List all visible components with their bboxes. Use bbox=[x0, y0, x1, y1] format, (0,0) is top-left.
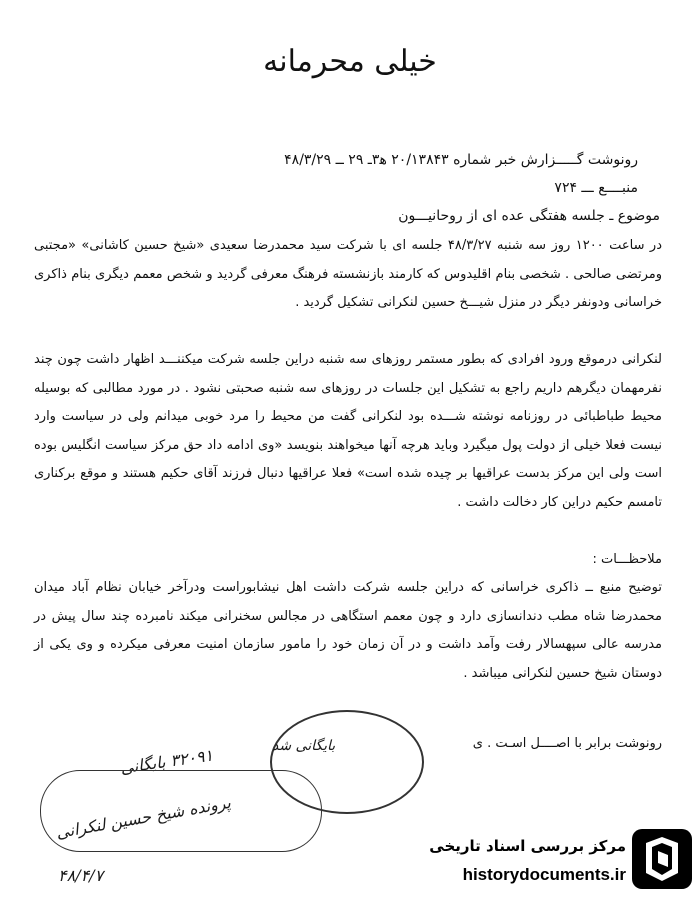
paragraph-discussion: لنکرانی درموقع ورود افرادی که بطور مستمر روزهای سه شنبه دراین جلسه شرکت میکننـــد اظهار داشت چون چند نفرمهمان دیگرهم داریم راجع به تشکیل این جلسات در روزهای سه شنبه صحبتی نشود . در مورد مطالبی که بوسیله محیط طباطبائی در روزنامه نوشته شـــده بود لنکرانی گفت من محیط را مرد خوبی میدانم ولی در سیاست وارد نیست فعلا خیلی از دولت پول میگیرد وباید هرچه آنها میخواهند بنویسد «وی ادامه داد حق مرکز سیاست انگلیس بوده است ولی این مرکز بدست عراقیها بر چیده شده است» فعلا عراقیها دنبال فرزند آقای حکیم هستند و موقع برکناری تامسم حکیم دراین کار دخالت داشت . bbox=[34, 352, 662, 510]
paragraph-source-note: توضیح منبع ــ ذاکری خراسانی که دراین جلسه شرکت داشت اهل نیشابوراست ودرآخر خیابان نظام آباد میدان محمدرضا شاه مطب دندانسازی دارد و چون معمم استگاهی در مجالس سخنرانی میکند نامبرده چند سال پیش در مدرسه عالی سپهسالار رفت وآمد داشت و در آن زمان خود را مامور سازمان امنیت معرفی میکرده و وی یکی از دوستان شیخ حسین لنکرانی میباشد . bbox=[34, 580, 662, 681]
archived-note: بایگانی شد bbox=[272, 738, 336, 754]
paragraph-meeting: در ساعت ۱۲۰۰ روز سه شنبه ۴۸/۳/۲۷ جلسه ای با شرکت سید محمدرضا سعیدی «شیخ حسین کاشانی» «مجتبی ومرتضی صالحی . شخصی بنام اقلیدوس که کارمند بازنشسته فرهنگ معرفی گردید و شخص معمم دیگری بنام ذاکری خراسانی ودونفر دیگر در منزل شیـــخ حسین لنکرانی تشکیل گردید . bbox=[34, 238, 662, 311]
file-name-note: پرونده شیخ حسین لنکرانی bbox=[54, 792, 233, 843]
copy-certification: رونوشت برابر با اصــــل اسـت . ی bbox=[472, 736, 662, 751]
archive-url: historydocuments.ir bbox=[462, 865, 626, 884]
source-line: منبــــع ـــ ۷۲۴ bbox=[554, 180, 638, 196]
archive-logo-icon bbox=[632, 829, 692, 889]
remarks-heading: ملاحظـــات : bbox=[592, 552, 662, 567]
signature-loop bbox=[40, 770, 322, 852]
archive-number-note: ۳۲۰۹۱ بایگانی bbox=[119, 745, 215, 778]
archive-name: مرکز بررسی اسناد تاریخی bbox=[429, 837, 626, 855]
subject-line: موضوع ـ جلسه هفتگی عده ای از روحانیـــون bbox=[398, 208, 660, 224]
date-note: ۴۸/۴/۷ bbox=[58, 866, 104, 885]
report-number-line: رونوشت گـــــزارش خبر شماره ۲۰/۱۳۸۴۳ ه‍۳ـ ۲۹ ــ ۴۸/۳/۲۹ bbox=[284, 152, 638, 168]
classification-title: خیلی محرمانه bbox=[263, 44, 437, 79]
